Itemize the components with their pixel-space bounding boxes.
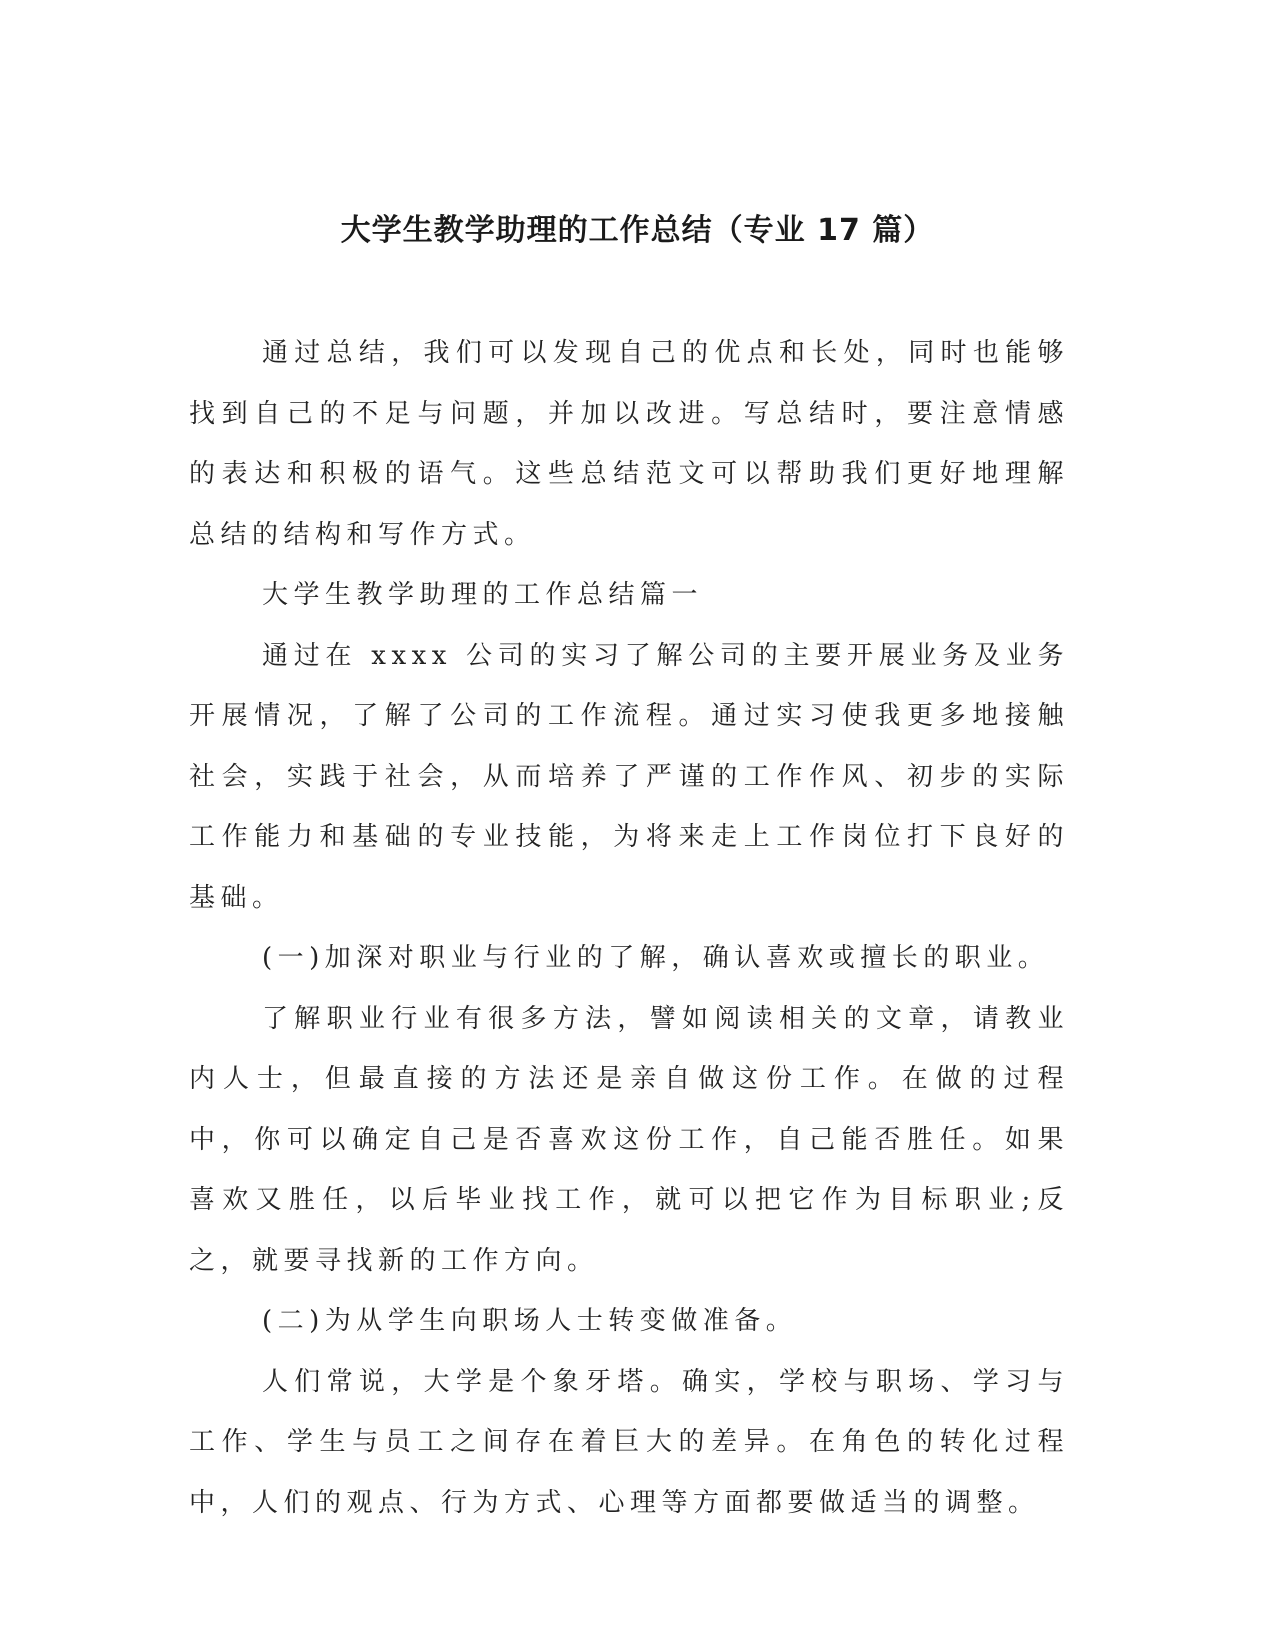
document-body: [189, 323, 1069, 1533]
body-paragraph: 了解职业行业有很多方法，譬如阅读相关的文章，请教业内人士，但最直接的方法还是亲自做这份工作。在做的过程中，你可以确定自己是否喜欢这份工作，自己能否胜任。如果喜欢又胜任，以后毕业找工作，就可以把它作为目标职业;反之，就要寻找新的工作方向。: [189, 1003, 1069, 1276]
intro-paragraph: 通过总结，我们可以发现自己的优点和长处，同时也能够找到自己的不足与问题，并加以改进。写总结时，要注意情感的表达和积极的语气。这些总结范文可以帮助我们更好地理解总结的结构和写作方式。: [189, 338, 1069, 550]
body-paragraph: 通过在 xxxx 公司的实习了解公司的主要开展业务及业务开展情况，了解了公司的工作流程。通过实习使我更多地接触社会，实践于社会，从而培养了严谨的工作作风、初步的实际工作能力和基础的专业技能，为将来走上工作岗位打下良好的基础。: [189, 640, 1069, 913]
body-paragraph: 人们常说，大学是个象牙塔。确实，学校与职场、学习与工作、学生与员工之间存在着巨大的差异。在角色的转化过程中，人们的观点、行为方式、心理等方面都要做适当的调整。: [189, 1366, 1069, 1518]
subheading-2: (二)为从学生向职场人士转变做准备。: [262, 1306, 798, 1336]
document-title: 大学生教学助理的工作总结（专业 17 篇）: [340, 213, 935, 248]
section-heading-1: 大学生教学助理的工作总结篇一: [262, 580, 704, 610]
subheading-1: (一)加深对职业与行业的了解，确认喜欢或擅长的职业。: [262, 943, 1050, 973]
